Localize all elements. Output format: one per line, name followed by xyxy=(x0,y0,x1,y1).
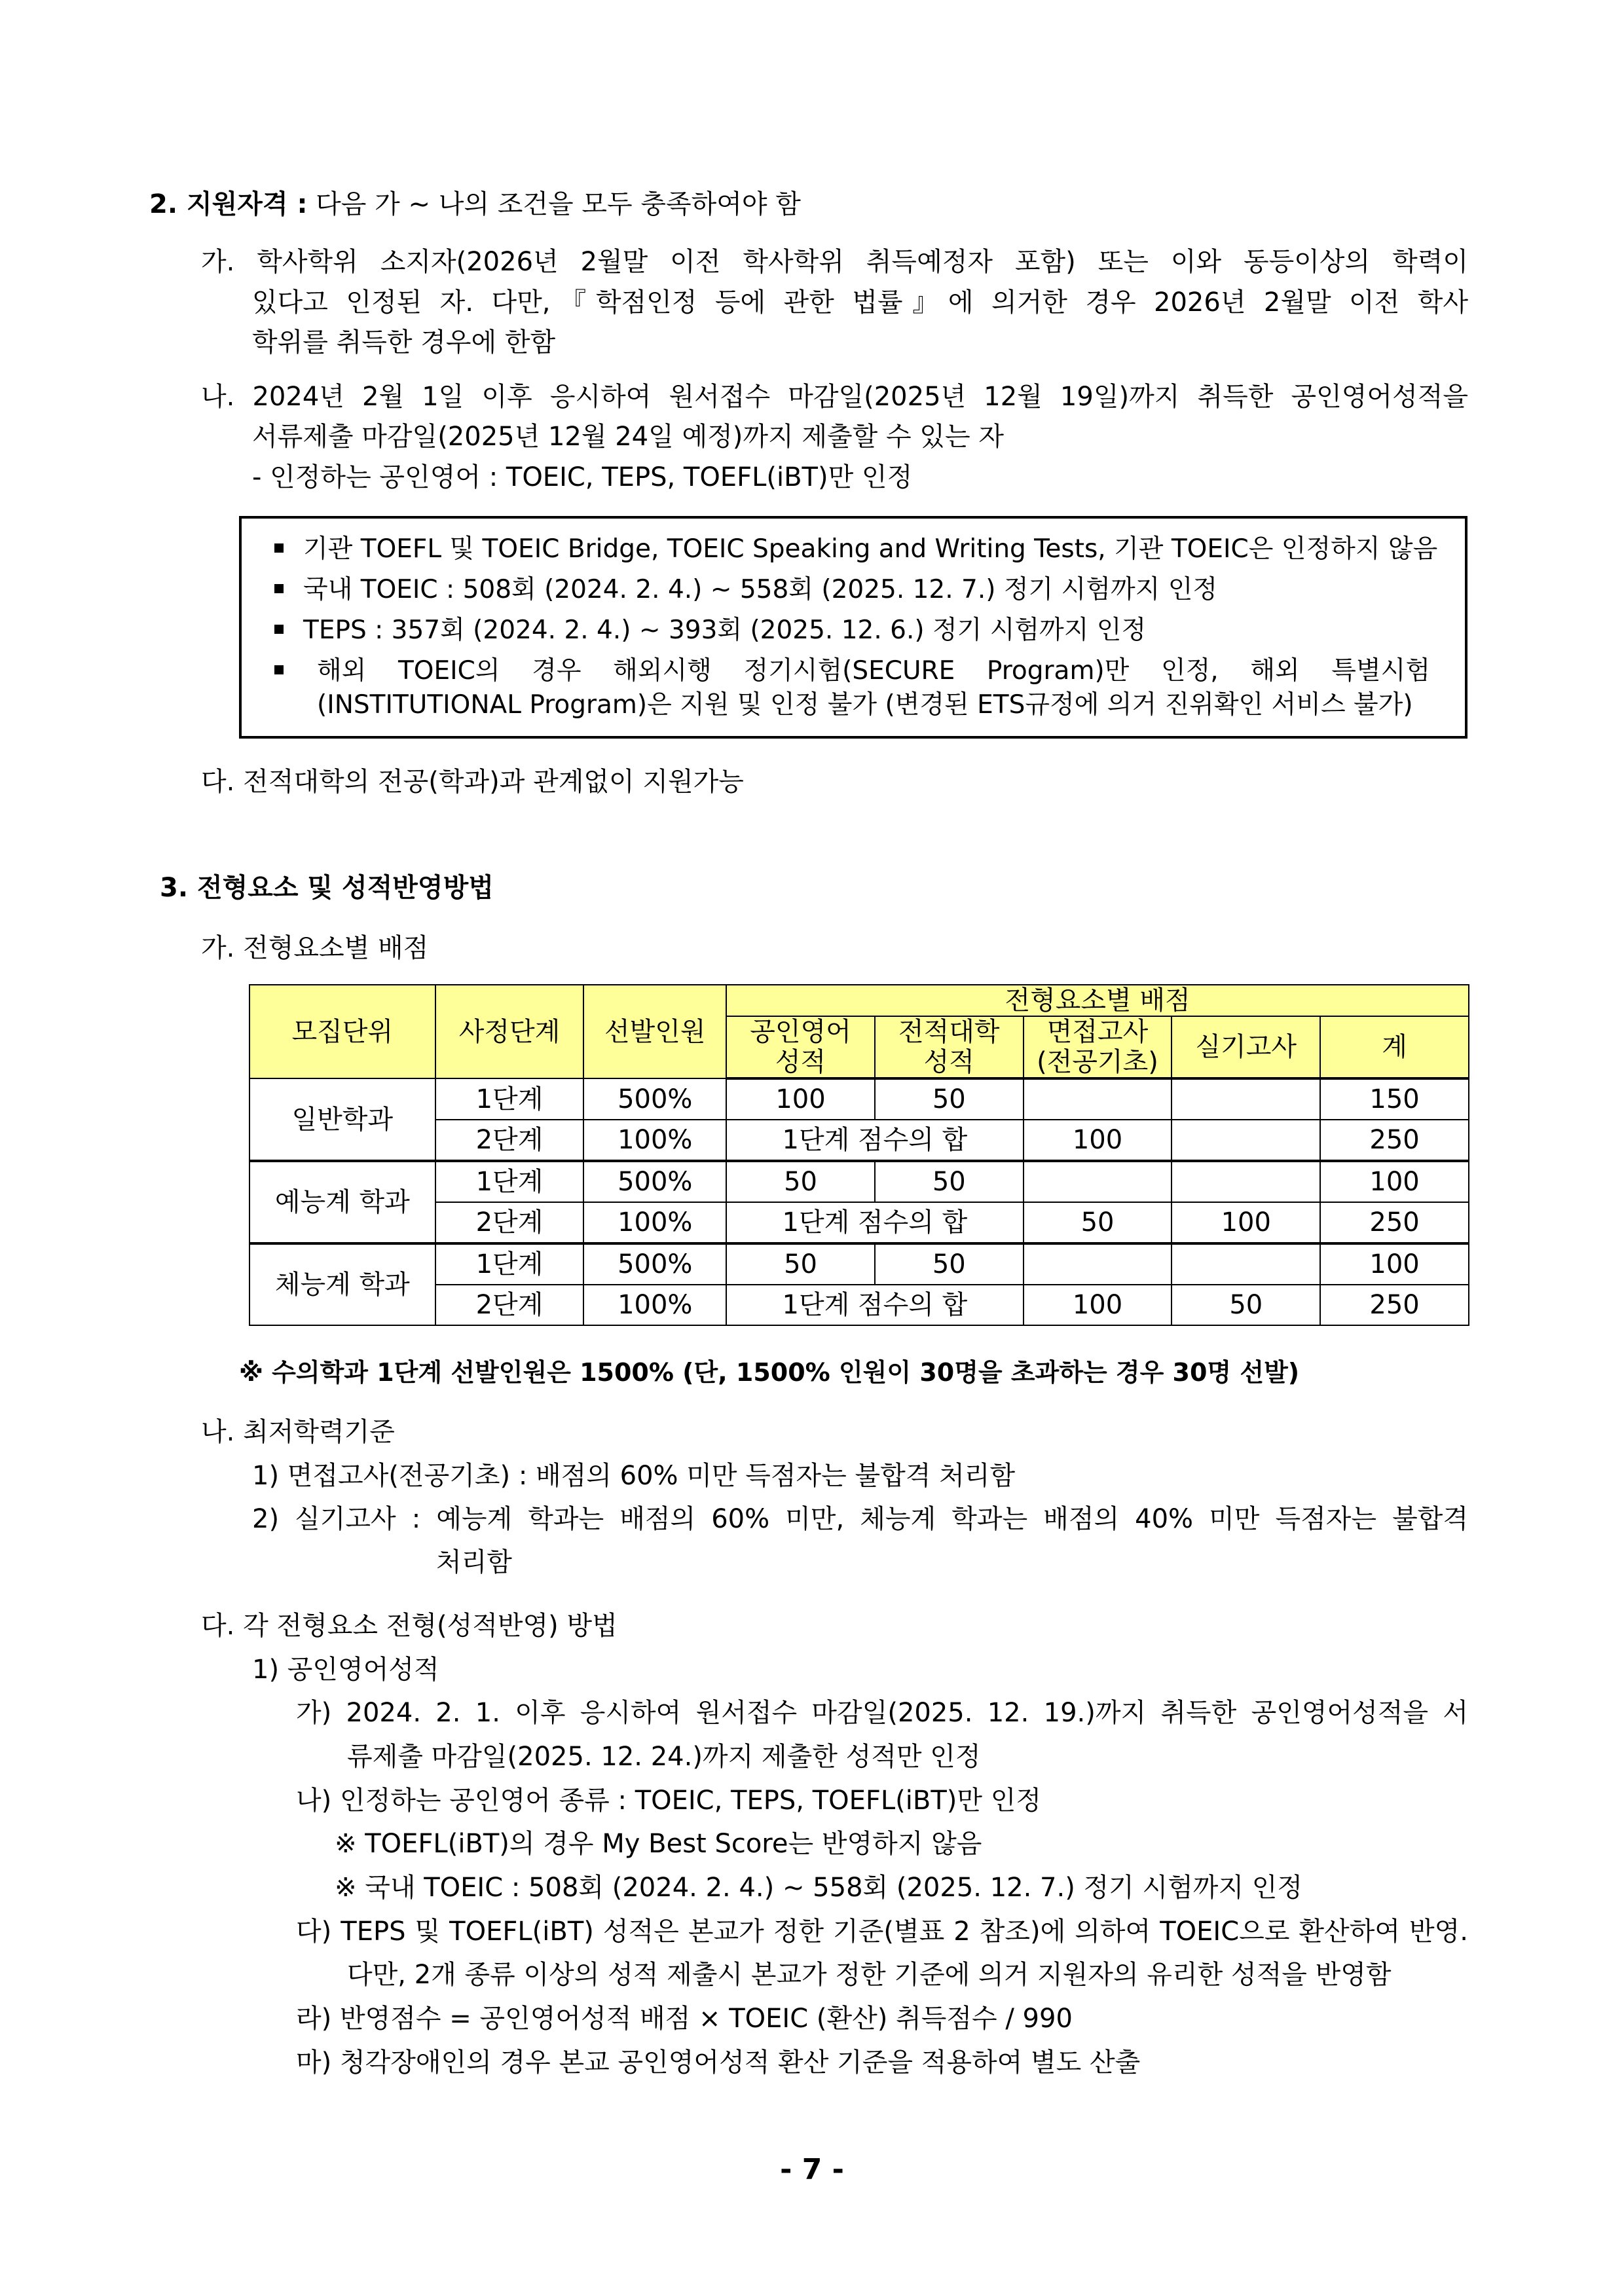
square-bullet-icon xyxy=(274,543,284,553)
section-3-item-na: 나. 최저학력기준 xyxy=(201,1417,395,1447)
cell-ratio: 500% xyxy=(583,1161,726,1202)
item-ga-line-1: 가. 학사학위 소지자(2026년 2월말 이전 학사학위 취득예정자 포함) 또는 이와 동등이상의 학력이 xyxy=(201,247,1468,277)
da-sub-ga-line-1: 가) 2024. 2. 1. 이후 응시하여 원서접수 마감일(2025. 12. 19.)까지 취득한 공인영어성적을 서 xyxy=(296,1698,1468,1728)
cell-practical xyxy=(1172,1120,1320,1161)
cell-stage1-sum: 1단계 점수의 합 xyxy=(726,1202,1023,1243)
da-note-2: ※ 국내 TOEIC : 508회 (2024. 2. 4.) ~ 558회 (2025. 12. 7.) 정기 시험까지 인정 xyxy=(335,1873,1303,1903)
da-sub-na: 나) 인정하는 공인영어 종류 : TOEIC, TEPS, TOEFL(iBT)만 인정 xyxy=(296,1786,1042,1816)
notice-bullet-3 xyxy=(274,614,1146,647)
notice-bullet-4-line-1: 해외 TOEIC의 경우 해외시행 정기시험(SECURE Program)만 인정, 해외 특별시험 xyxy=(317,656,1430,686)
section-2-heading xyxy=(149,187,801,221)
cell-stage: 2단계 xyxy=(435,1285,584,1325)
section-2-heading-text: 다음 가 ~ 나의 조건을 모두 충족하여야 함 xyxy=(307,189,801,219)
cell-english: 100 xyxy=(726,1078,875,1120)
header-ratio: 선발인원 xyxy=(583,985,726,1078)
table-row xyxy=(249,1078,1469,1120)
header-interview-l1: 면접고사 xyxy=(1046,1017,1149,1047)
notice-bullet-2 xyxy=(274,574,1217,606)
header-stage: 사정단계 xyxy=(435,985,584,1078)
cell-stage: 2단계 xyxy=(435,1120,584,1161)
header-unit: 모집단위 xyxy=(249,985,435,1078)
cell-total: 100 xyxy=(1320,1161,1469,1202)
cell-stage: 1단계 xyxy=(435,1078,584,1120)
cell-total: 250 xyxy=(1320,1285,1469,1325)
header-score-group: 전형요소별 배점 xyxy=(726,985,1469,1016)
cell-prev-school: 50 xyxy=(875,1161,1024,1202)
notice-bullet-2-text: 국내 TOEIC : 508회 (2024. 2. 4.) ~ 558회 (2025. 12. 7.) 정기 시험까지 인정 xyxy=(303,575,1218,604)
square-bullet-icon xyxy=(274,665,284,674)
header-prev-l2: 성적 xyxy=(923,1047,974,1077)
item-ga-line-3: 학위를 취득한 경우에 한함 xyxy=(252,327,556,358)
da-sub-ma: 마) 청각장애인의 경우 본교 공인영어성적 환산 기준을 적용하여 별도 산출 xyxy=(296,2047,1141,2078)
cell-practical: 50 xyxy=(1172,1285,1320,1325)
header-prev-school xyxy=(875,1016,1024,1078)
cell-ratio: 100% xyxy=(583,1285,726,1325)
cell-prev-school: 50 xyxy=(875,1078,1024,1120)
notice-bullet-1-text: 기관 TOEFL 및 TOEIC Bridge, TOEIC Speaking and Writing Tests, 기관 TOEIC은 인정하지 않음 xyxy=(303,534,1438,564)
cell-ratio: 100% xyxy=(583,1202,726,1243)
cell-stage: 1단계 xyxy=(435,1243,584,1285)
da-note-1: ※ TOEFL(iBT)의 경우 My Best Score는 반영하지 않음 xyxy=(335,1829,982,1859)
page-number: - 7 - xyxy=(780,2153,844,2186)
cell-interview: 100 xyxy=(1024,1285,1172,1325)
na-item-2: 2) 실기고사 : 예능계 학과는 배점의 60% 미만, 체능계 학과는 배점의 40% 미만 득점자는 불합격 xyxy=(252,1504,1468,1534)
notice-box xyxy=(239,516,1467,739)
cell-english: 50 xyxy=(726,1161,875,1202)
cell-ratio: 500% xyxy=(583,1243,726,1285)
cell-stage1-sum: 1단계 점수의 합 xyxy=(726,1285,1023,1325)
cell-interview: 100 xyxy=(1024,1120,1172,1161)
header-total: 계 xyxy=(1320,1016,1469,1078)
notice-bullet-3-text: TEPS : 357회 (2024. 2. 4.) ~ 393회 (2025. 12. 6.) 정기 시험까지 인정 xyxy=(303,615,1147,645)
cell-total: 100 xyxy=(1320,1243,1469,1285)
cell-total: 150 xyxy=(1320,1078,1469,1120)
cell-interview xyxy=(1024,1243,1172,1285)
item-na-line-2: 서류제출 마감일(2025년 12월 24일 예정)까지 제출할 수 있는 자 xyxy=(252,422,1004,452)
header-english-l2: 성적 xyxy=(775,1047,826,1077)
section-3-item-da: 다. 각 전형요소 전형(성적반영) 방법 xyxy=(201,1611,618,1641)
cell-interview xyxy=(1024,1161,1172,1202)
header-english-l1: 공인영어 xyxy=(750,1017,851,1047)
cell-interview xyxy=(1024,1078,1172,1120)
section-2-heading-label: 2. 지원자격 : xyxy=(149,189,308,219)
square-bullet-icon xyxy=(274,625,284,634)
cell-english: 50 xyxy=(726,1243,875,1285)
item-da: 다. 전적대학의 전공(학과)과 관계없이 지원가능 xyxy=(201,767,744,797)
header-prev-l1: 전적대학 xyxy=(898,1017,1000,1047)
cell-total: 250 xyxy=(1320,1202,1469,1243)
da-sub-ga-line-2: 류제출 마감일(2025. 12. 24.)까지 제출한 성적만 인정 xyxy=(347,1742,981,1772)
notice-bullet-4-line-2: (INSTITUTIONAL Program)은 지원 및 인정 불가 (변경된 ETS규정에 의거 진위확인 서비스 불가) xyxy=(317,690,1413,720)
notice-bullet-4 xyxy=(274,655,303,688)
da-item-1: 1) 공인영어성적 xyxy=(252,1655,439,1685)
item-na-line-1: 나. 2024년 2월 1일 이후 응시하여 원서접수 마감일(2025년 12월 19일)까지 취득한 공인영어성적을 xyxy=(201,382,1468,412)
cell-stage: 2단계 xyxy=(435,1202,584,1243)
header-interview-l2: (전공기초) xyxy=(1037,1047,1158,1077)
header-interview xyxy=(1024,1016,1172,1078)
notice-bullet-1 xyxy=(274,533,1437,566)
cell-unit: 일반학과 xyxy=(249,1078,435,1161)
cell-practical xyxy=(1172,1078,1320,1120)
cell-practical xyxy=(1172,1161,1320,1202)
cell-practical: 100 xyxy=(1172,1202,1320,1243)
da-sub-ra: 라) 반영점수 = 공인영어성적 배점 × TOEIC (환산) 취득점수 / 990 xyxy=(296,2004,1073,2034)
table-footnote: ※ 수의학과 1단계 선발인원은 1500% (단, 1500% 인원이 30명을 초과하는 경우 30명 선발) xyxy=(239,1358,1300,1387)
na-item-1: 1) 면접고사(전공기초) : 배점의 60% 미만 득점자는 불합격 처리함 xyxy=(252,1461,1016,1491)
cell-practical xyxy=(1172,1243,1320,1285)
table-row xyxy=(249,1243,1469,1285)
cell-interview: 50 xyxy=(1024,1202,1172,1243)
section-3-heading: 3. 전형요소 및 성적반영방법 xyxy=(160,873,494,903)
cell-stage: 1단계 xyxy=(435,1161,584,1202)
cell-ratio: 100% xyxy=(583,1120,726,1161)
header-practical: 실기고사 xyxy=(1172,1016,1320,1078)
item-na-line-3: - 인정하는 공인영어 : TOEIC, TEPS, TOEFL(iBT)만 인정 xyxy=(252,462,913,492)
da-sub-da-line-2: 다만, 2개 종류 이상의 성적 제출시 본교가 정한 기준에 의거 지원자의 유리한 성적을 반영함 xyxy=(347,1960,1392,1990)
section-3-item-ga: 가. 전형요소별 배점 xyxy=(201,933,429,963)
cell-unit: 체능계 학과 xyxy=(249,1243,435,1325)
cell-ratio: 500% xyxy=(583,1078,726,1120)
score-table xyxy=(249,984,1469,1326)
cell-unit: 예능계 학과 xyxy=(249,1161,435,1243)
cell-total: 250 xyxy=(1320,1120,1469,1161)
header-english xyxy=(726,1016,875,1078)
da-sub-da-line-1: 다) TEPS 및 TOEFL(iBT) 성적은 본교가 정한 기준(별표 2 참조)에 의하여 TOEIC으로 환산하여 반영. xyxy=(296,1917,1468,1947)
square-bullet-icon xyxy=(274,584,284,593)
cell-prev-school: 50 xyxy=(875,1243,1024,1285)
na-item-2-cont: 처리함 xyxy=(436,1547,512,1577)
table-row xyxy=(249,1161,1469,1202)
cell-stage1-sum: 1단계 점수의 합 xyxy=(726,1120,1023,1161)
item-ga-line-2: 있다고 인정된 자. 다만,『학점인정 등에 관한 법률』에 의거한 경우 2026년 2월말 이전 학사 xyxy=(252,287,1468,318)
